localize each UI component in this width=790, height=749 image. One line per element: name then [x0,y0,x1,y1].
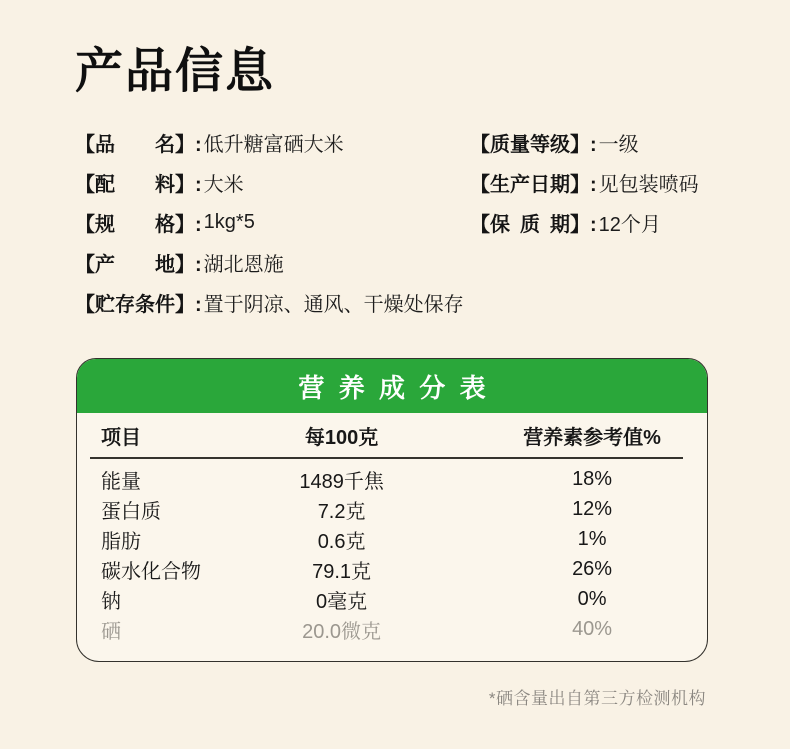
row-item-name: 钠 [101,590,121,613]
selenium-disclaimer-footnote: *硒含量出自第三方检测机构 [488,689,706,708]
row-per-100g-value: 7.2克 [317,500,366,523]
table-row-protein [77,494,707,524]
production-date-value: 见包装喷码 [598,173,699,196]
info-row-origin [75,242,465,282]
origin-label: 【产 地】: [75,253,202,276]
specification-value: 1kg*5 [203,210,255,233]
product-name-label: 【品 名】: [75,133,202,156]
origin-value: 湖北恩施 [203,253,284,276]
quality-grade-label: 【质量等级】: [470,133,597,156]
row-nrv-value: 40% [572,617,613,640]
row-nrv-value: 0% [577,587,607,610]
ingredients-label: 【配 料】: [75,173,202,196]
row-nrv-value: 1% [577,527,607,550]
info-row-production-date [470,162,770,202]
product-info-right-column [470,122,770,242]
row-nrv-value: 12% [572,497,613,520]
row-per-100g-value: 0毫克 [316,590,368,613]
row-item-name: 硒 [101,620,121,643]
nutrition-table-header-row [77,413,707,457]
row-per-100g-value: 79.1克 [312,560,372,583]
row-item-name: 脂肪 [101,530,141,553]
product-name-value: 低升糖富硒大米 [203,133,344,156]
row-item-name: 蛋白质 [101,500,161,523]
nutrition-facts-table [76,358,708,662]
row-nrv-value: 18% [572,467,613,490]
row-item-name: 碳水化合物 [101,560,201,583]
info-row-storage [75,282,465,322]
quality-grade-value: 一级 [598,133,639,156]
table-row-selenium [77,614,707,644]
storage-label: 【贮存条件】: [75,293,202,316]
production-date-label: 【生产日期】: [470,173,597,196]
column-header-nrv: 营养素参考值% [523,426,661,449]
nutrition-table-title: 营养成分表 [77,359,707,413]
info-row-shelf-life [470,202,770,242]
info-row-ingredients [75,162,465,202]
column-header-item: 项目 [101,426,141,449]
row-item-name: 能量 [101,470,141,493]
ingredients-value: 大米 [203,173,244,196]
row-per-100g-value: 0.6克 [317,530,366,553]
specification-label: 【规 格】: [75,213,202,236]
row-per-100g-value: 20.0微克 [302,620,382,643]
row-nrv-value: 26% [572,557,613,580]
row-per-100g-value: 1489千焦 [299,470,384,493]
info-row-product-name [75,122,465,162]
column-header-per-100g: 每100克 [304,426,379,449]
storage-value: 置于阴凉、通风、干燥处保存 [203,293,464,316]
table-row-energy [77,464,707,494]
table-row-sodium [77,584,707,614]
table-row-carbohydrate [77,554,707,584]
nutrition-table-body [77,459,707,644]
product-info-left-column [75,122,465,322]
info-row-specification [75,202,465,242]
info-row-quality-grade [470,122,770,162]
table-row-fat [77,524,707,554]
shelf-life-label: 【保 质 期】: [470,213,597,236]
page-title: 产品信息 [75,45,276,98]
shelf-life-value: 12个月 [598,213,661,236]
